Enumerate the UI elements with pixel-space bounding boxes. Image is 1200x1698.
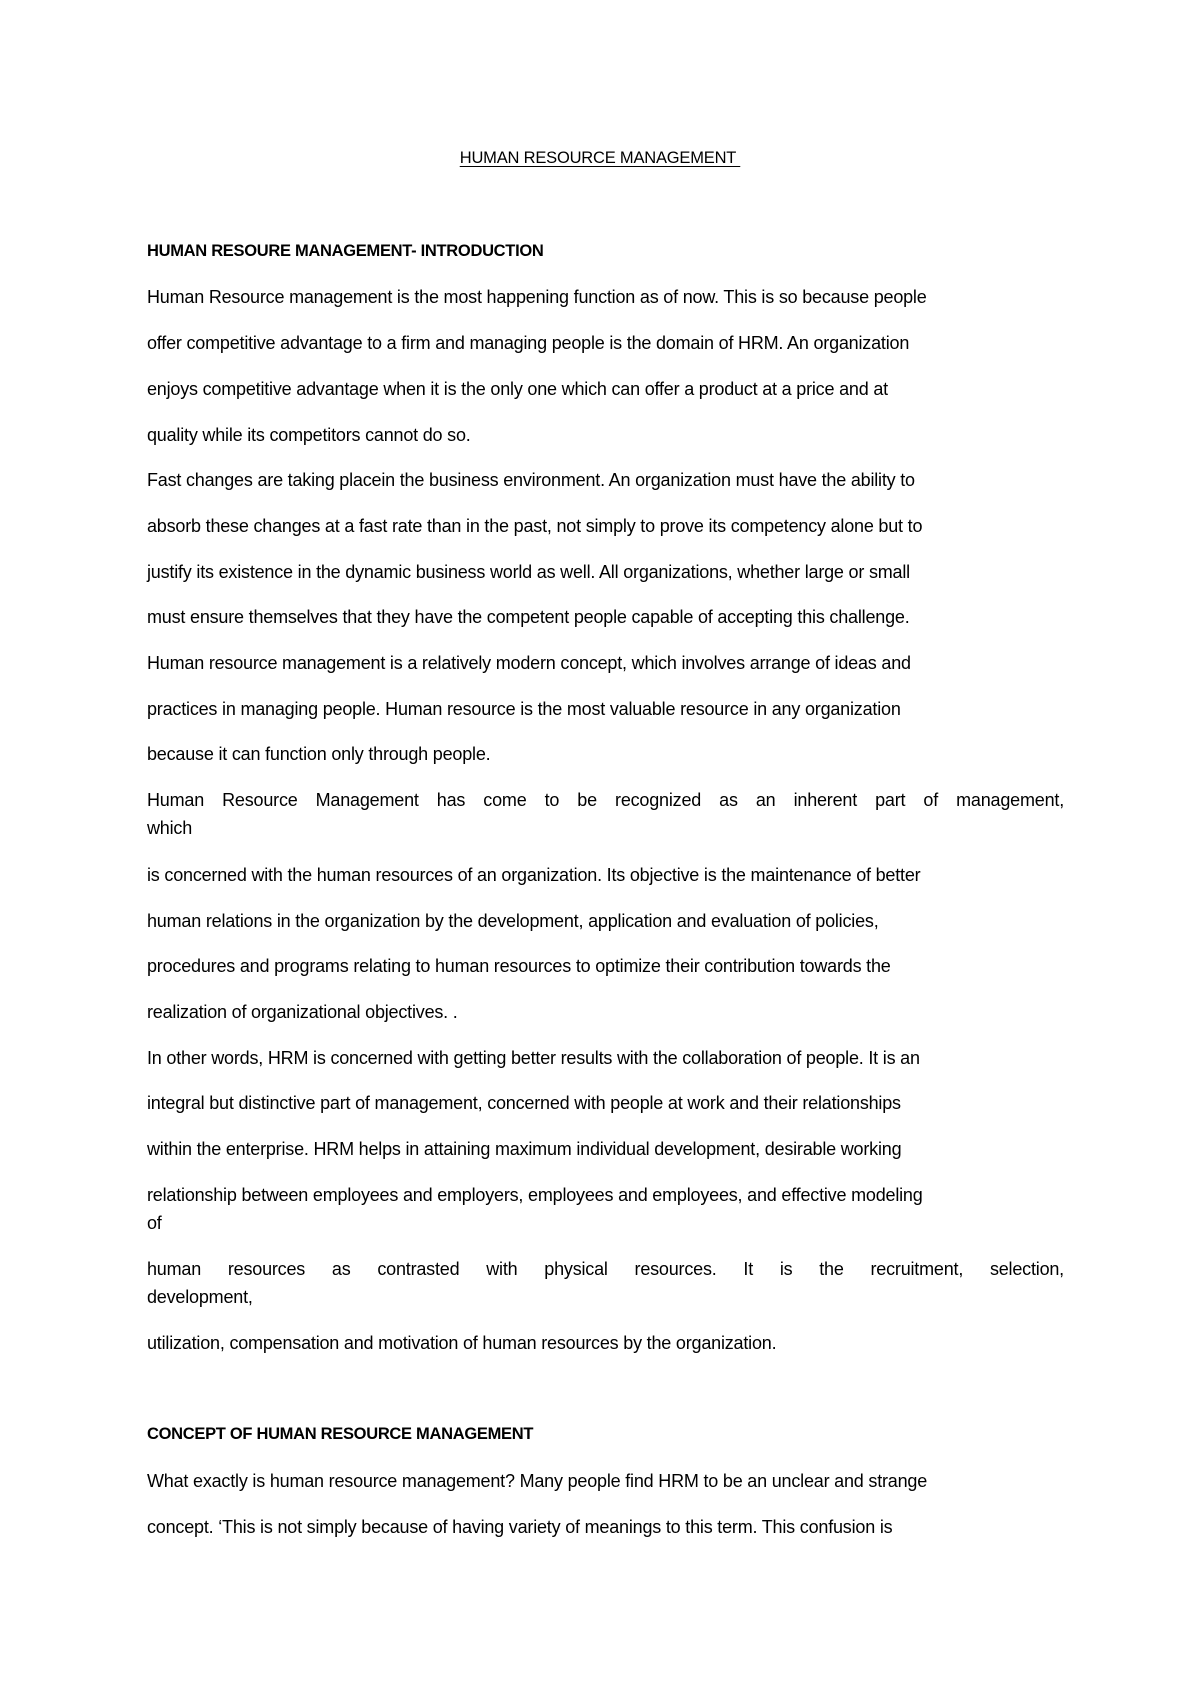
paragraph-line: practices in managing people. Human resource is the most valuable resource in any organization <box>147 699 901 719</box>
paragraph-line: What exactly is human resource management? Many people find HRM to be an unclear and strange <box>147 1471 928 1491</box>
paragraph-line-justified: Human Resource Management has come to be recognized as an inherent part of management, <box>147 790 1064 810</box>
paragraph-line: offer competitive advantage to a firm and managing people is the domain of HRM. An organization <box>147 333 910 353</box>
paragraph-line: relationship between employees and employers, employees and employees, and effective modeling <box>147 1185 923 1205</box>
paragraph-line: integral but distinctive part of management, concerned with people at work and their relationships <box>147 1093 901 1113</box>
paragraph-line: human relations in the organization by the development, application and evaluation of policies, <box>147 911 879 931</box>
paragraph-line: Fast changes are taking placein the business environment. An organization must have the ability to <box>147 470 915 490</box>
paragraph-line: concept. ‘This is not simply because of having variety of meanings to this term. This confusion is <box>147 1517 893 1537</box>
paragraph-line: procedures and programs relating to human resources to optimize their contribution towards the <box>147 956 891 976</box>
paragraph-line-justified: human resources as contrasted with physical resources. It is the recruitment, selection, <box>147 1259 1064 1279</box>
paragraph-line: enjoys competitive advantage when it is the only one which can offer a product at a price and at <box>147 379 888 399</box>
paragraph-line: must ensure themselves that they have the competent people capable of accepting this challenge. <box>147 607 910 627</box>
paragraph-line: quality while its competitors cannot do so. <box>147 425 471 445</box>
document-title: HUMAN RESOURCE MANAGEMENT <box>459 149 741 167</box>
section-heading-concept: CONCEPT OF HUMAN RESOURCE MANAGEMENT <box>147 1425 534 1443</box>
paragraph-line: which <box>147 818 193 838</box>
paragraph-line: because it can function only through people. <box>147 744 491 764</box>
paragraph-line: justify its existence in the dynamic business world as well. All organizations, whether large or small <box>147 562 910 582</box>
paragraph-line: utilization, compensation and motivation of human resources by the organization. <box>147 1333 777 1353</box>
paragraph-line: development, <box>147 1287 253 1307</box>
paragraph-line: Human Resource management is the most happening function as of now. This is so because people <box>147 287 927 307</box>
paragraph-line: absorb these changes at a fast rate than in the past, not simply to prove its competency alone but to <box>147 516 923 536</box>
paragraph-line: In other words, HRM is concerned with getting better results with the collaboration of people. It is an <box>147 1048 920 1068</box>
paragraph-line: realization of organizational objectives. . <box>147 1002 458 1022</box>
paragraph-line: is concerned with the human resources of an organization. Its objective is the maintenance of better <box>147 865 921 885</box>
paragraph-line: Human resource management is a relatively modern concept, which involves arrange of ideas and <box>147 653 911 673</box>
paragraph-line: of <box>147 1213 162 1233</box>
paragraph-line: within the enterprise. HRM helps in attaining maximum individual development, desirable working <box>147 1139 902 1159</box>
section-heading-introduction: HUMAN RESOURE MANAGEMENT- INTRODUCTION <box>147 242 544 260</box>
